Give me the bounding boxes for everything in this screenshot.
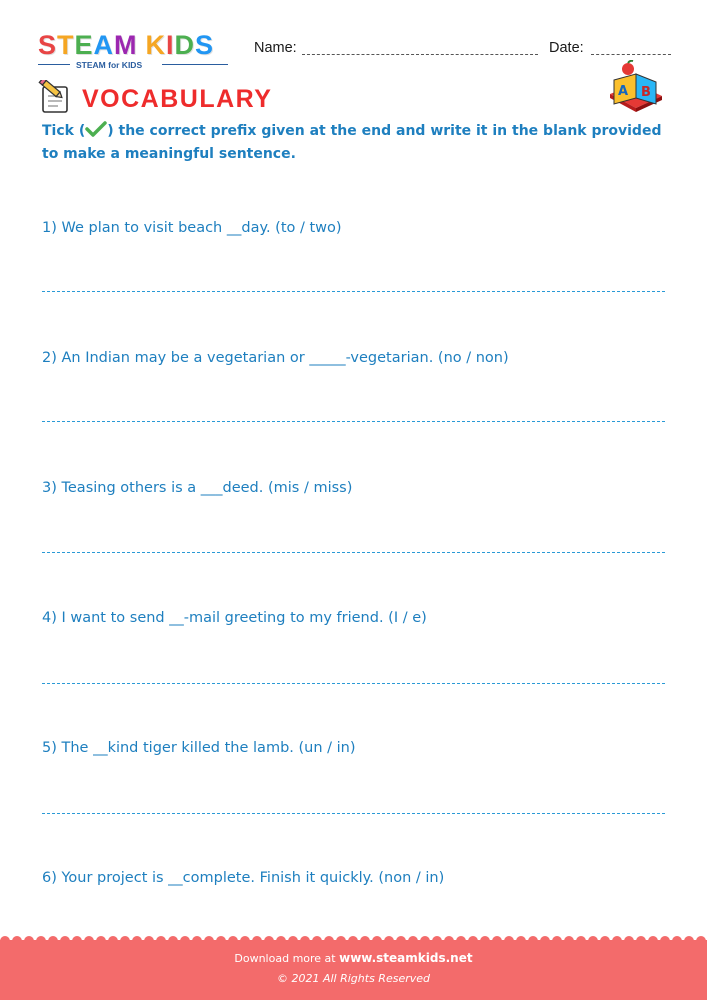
question-5: 5) The __kind tiger killed the lamb. (un / in) xyxy=(42,740,356,756)
scallop-dot xyxy=(624,936,634,944)
scallop-dot xyxy=(516,936,526,944)
logo-rule-left xyxy=(38,64,70,65)
logo-letter: A xyxy=(93,30,115,60)
logo-letter: D xyxy=(174,30,196,60)
scallop-dot xyxy=(204,936,214,944)
scallop-dot xyxy=(372,936,382,944)
scallop-dot xyxy=(612,936,622,944)
logo-letter xyxy=(138,30,146,60)
scallop-dot xyxy=(336,936,346,944)
scallop-dot xyxy=(456,936,466,944)
instruction-part-1: Tick ( xyxy=(42,123,86,139)
scallop-dot xyxy=(444,936,454,944)
footer-scallop xyxy=(0,934,707,944)
scallop-dot xyxy=(672,936,682,944)
scallop-dot xyxy=(252,936,262,944)
footer-rights: © 2021 All Rights Reserved xyxy=(276,972,430,985)
scallop-dot xyxy=(408,936,418,944)
scallop-dot xyxy=(144,936,154,944)
scallop-dot xyxy=(480,936,490,944)
scallop-dot xyxy=(96,936,106,944)
scallop-dot xyxy=(588,936,598,944)
question-2: 2) An Indian may be a vegetarian or _____-vegetarian. (no / non) xyxy=(42,350,509,366)
scallop-dot xyxy=(108,936,118,944)
scallop-dot xyxy=(168,936,178,944)
date-label: Date: xyxy=(549,40,584,56)
question-3: 3) Teasing others is a ___deed. (mis / miss) xyxy=(42,480,353,496)
scallop-dot xyxy=(648,936,658,944)
scallop-dot xyxy=(180,936,190,944)
scallop-dot xyxy=(504,936,514,944)
logo-letter: M xyxy=(114,30,138,60)
footer-download xyxy=(0,951,707,965)
name-label: Name: xyxy=(254,40,297,56)
scallop-dot xyxy=(228,936,238,944)
scallop-dot xyxy=(132,936,142,944)
scallop-dot xyxy=(636,936,646,944)
scallop-dot xyxy=(324,936,334,944)
scallop-dot xyxy=(576,936,586,944)
scallop-dot xyxy=(24,936,34,944)
instruction-text xyxy=(42,120,682,166)
scallop-dot xyxy=(492,936,502,944)
scallop-dot xyxy=(216,936,226,944)
scallop-dot xyxy=(72,936,82,944)
name-field[interactable] xyxy=(302,54,538,55)
page-title: VOCABULARY xyxy=(82,85,273,113)
scallop-dot xyxy=(384,936,394,944)
logo-letter: I xyxy=(166,30,175,60)
logo-letter: K xyxy=(145,30,167,60)
scallop-dot xyxy=(420,936,430,944)
scallop-dot xyxy=(84,936,94,944)
answer-line-4[interactable] xyxy=(42,683,665,684)
scallop-dot xyxy=(348,936,358,944)
footer-bar xyxy=(0,940,707,1000)
pencil-paper-icon xyxy=(37,80,73,114)
scallop-dot xyxy=(60,936,70,944)
question-1: 1) We plan to visit beach __day. (to / two) xyxy=(42,220,342,236)
footer-site-link[interactable]: www.steamkids.net xyxy=(339,951,473,965)
scallop-dot xyxy=(660,936,670,944)
scallop-dot xyxy=(552,936,562,944)
scallop-dot xyxy=(36,936,46,944)
footer-download-prefix: Download more at xyxy=(234,952,340,965)
abc-book-icon xyxy=(606,60,664,116)
scallop-dot xyxy=(192,936,202,944)
scallop-dot xyxy=(360,936,370,944)
scallop-dot xyxy=(312,936,322,944)
answer-line-1[interactable] xyxy=(42,291,665,292)
logo-letter: S xyxy=(195,30,215,60)
question-6: 6) Your project is __complete. Finish it quickly. (non / in) xyxy=(42,870,445,886)
scallop-dot xyxy=(396,936,406,944)
scallop-dot xyxy=(156,936,166,944)
scallop-dot xyxy=(12,936,22,944)
book-letter: B xyxy=(641,85,651,100)
logo-letter: E xyxy=(74,30,94,60)
scallop-dot xyxy=(0,936,10,944)
scallop-dot xyxy=(276,936,286,944)
scallop-dot xyxy=(48,936,58,944)
scallop-dot xyxy=(300,936,310,944)
scallop-dot xyxy=(528,936,538,944)
scallop-dot xyxy=(468,936,478,944)
answer-line-2[interactable] xyxy=(42,421,665,422)
instruction-part-2: ) the correct prefix given at the end and write it in the blank provided to make a meaningful sentence. xyxy=(42,123,662,162)
logo-letter: T xyxy=(57,30,75,60)
logo-wordmark xyxy=(38,30,238,60)
answer-line-3[interactable] xyxy=(42,552,665,553)
check-mark-icon xyxy=(85,121,107,137)
scallop-dot xyxy=(564,936,574,944)
logo-tagline: STEAM for KIDS xyxy=(76,60,143,70)
scallop-dot xyxy=(600,936,610,944)
scallop-dot xyxy=(696,936,706,944)
scallop-dot xyxy=(240,936,250,944)
logo-letter: S xyxy=(38,30,58,60)
scallop-dot xyxy=(684,936,694,944)
book-letter: A xyxy=(618,84,629,99)
scallop-dot xyxy=(432,936,442,944)
question-4: 4) I want to send __-mail greeting to my friend. (I / e) xyxy=(42,610,427,626)
answer-line-5[interactable] xyxy=(42,813,665,814)
scallop-dot xyxy=(540,936,550,944)
steam-kids-logo xyxy=(38,30,238,72)
logo-rule-right xyxy=(162,64,228,65)
scallop-dot xyxy=(120,936,130,944)
date-field[interactable] xyxy=(591,54,671,55)
scallop-dot xyxy=(288,936,298,944)
scallop-dot xyxy=(264,936,274,944)
